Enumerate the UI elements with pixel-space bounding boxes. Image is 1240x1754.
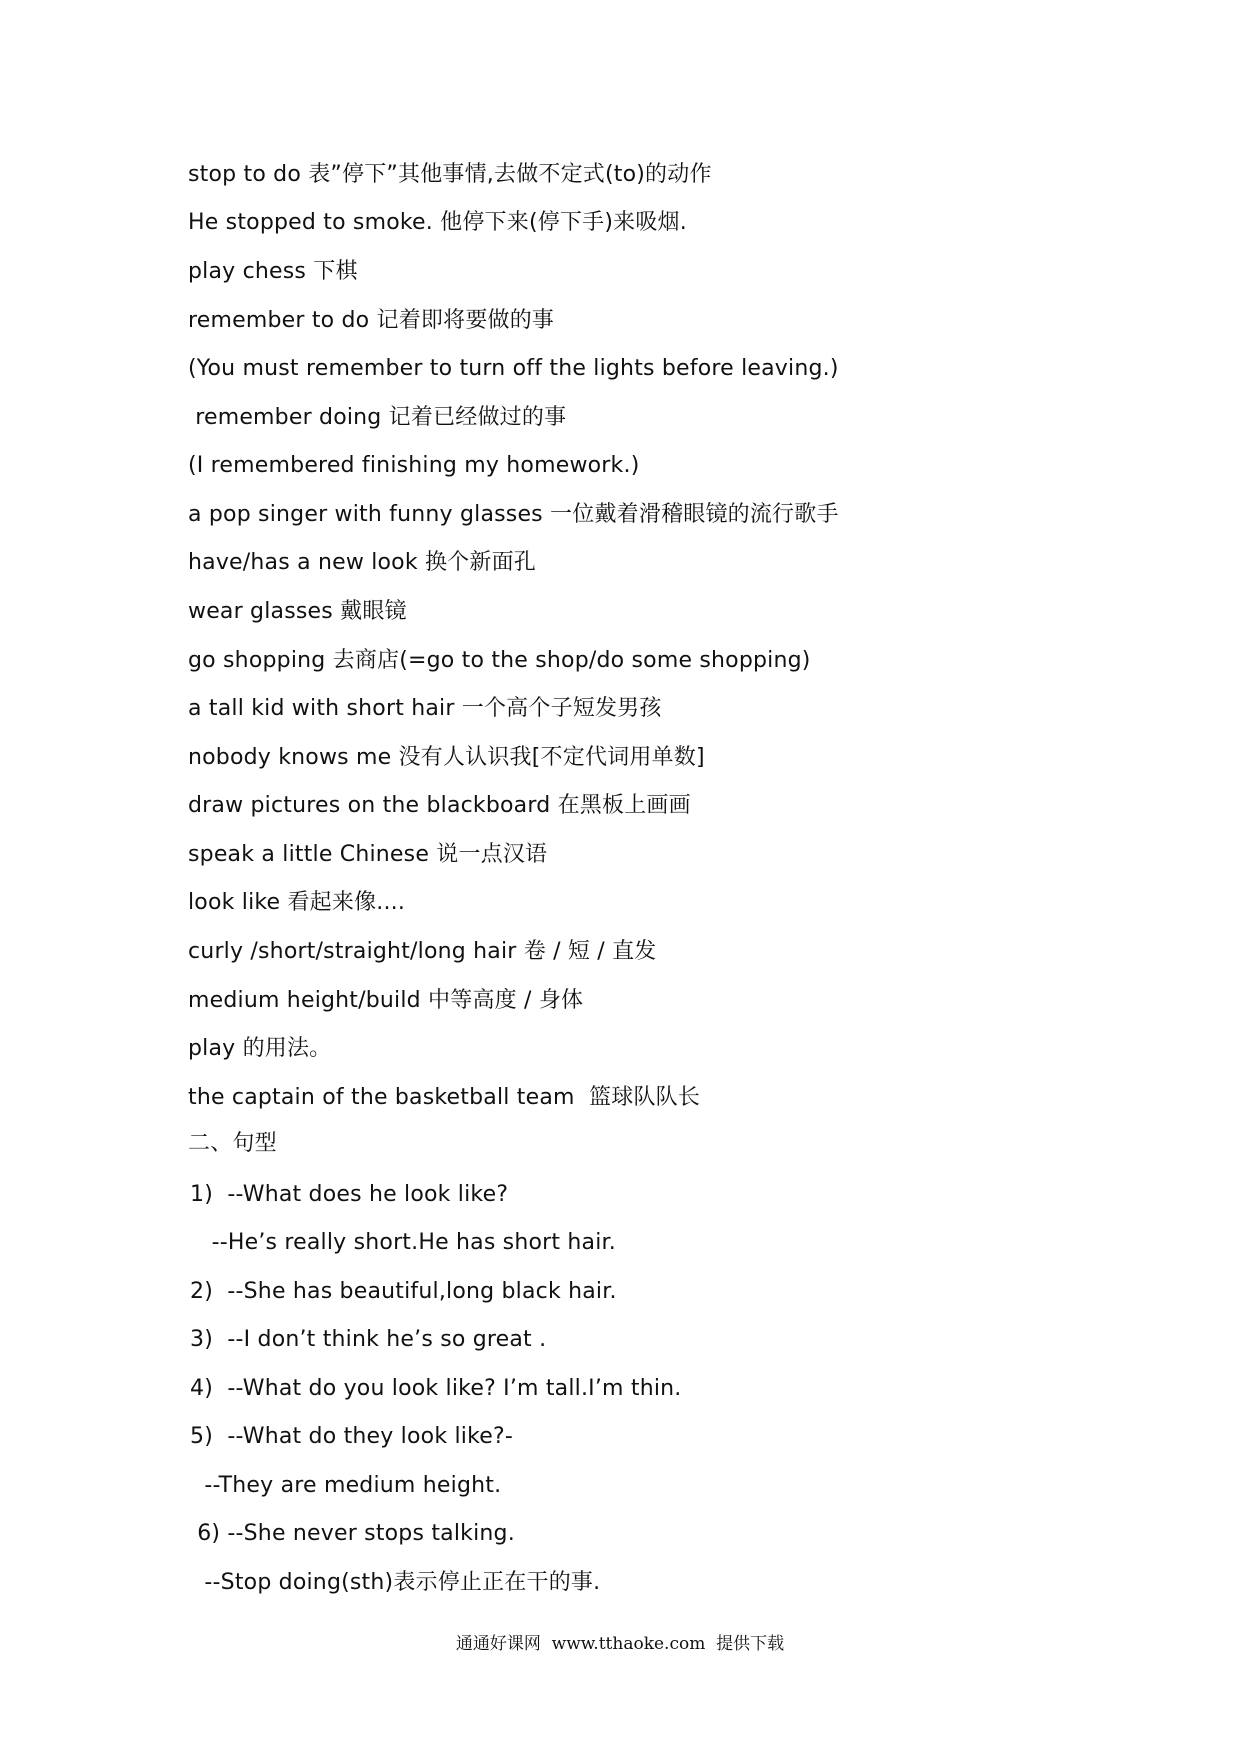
sentence-5-question: 5) --What do they look like?-: [190, 1424, 513, 1449]
vocab-line-play-usage: play 的用法。: [188, 1036, 332, 1061]
vocab-line-captain: the captain of the basketball team 篮球队队长: [188, 1085, 701, 1110]
sentence-6-note: --Stop doing(sth)表示停止正在干的事.: [190, 1570, 601, 1595]
vocab-line-go-shopping: go shopping 去商店(=go to the shop/do some shopping): [188, 648, 811, 673]
sentence-6-question: 6) --She never stops talking.: [190, 1521, 515, 1546]
vocab-line-medium-height: medium height/build 中等高度 / 身体: [188, 988, 584, 1013]
vocab-line-hair-types: curly /short/straight/long hair 卷 / 短 / 直发: [188, 939, 657, 964]
vocab-line-example-homework: (I remembered finishing my homework.): [188, 453, 640, 478]
vocab-line-draw-pictures: draw pictures on the blackboard 在黑板上画画: [188, 793, 691, 818]
sentence-1-question: 1) --What does he look like?: [190, 1182, 509, 1207]
vocab-line-look-like: look like 看起来像....: [188, 890, 406, 915]
sentence-1-answer: --He’s really short.He has short hair.: [190, 1230, 616, 1255]
vocab-line-nobody-knows: nobody knows me 没有人认识我[不定代词用单数]: [188, 745, 705, 770]
vocab-line-stop-to-do: stop to do 表”停下”其他事情,去做不定式(to)的动作: [188, 162, 712, 187]
vocab-line-example-lights: (You must remember to turn off the lights before leaving.): [188, 356, 839, 381]
vocab-line-remember-to-do: remember to do 记着即将要做的事: [188, 308, 555, 333]
vocab-line-remember-doing: remember doing 记着已经做过的事: [188, 405, 567, 430]
sentence-5-answer: --They are medium height.: [190, 1473, 502, 1498]
vocab-line-speak-chinese: speak a little Chinese 说一点汉语: [188, 842, 548, 867]
vocab-line-play-chess: play chess 下棋: [188, 259, 358, 284]
sentence-4: 4) --What do you look like? I’m tall.I’m thin.: [190, 1376, 682, 1401]
vocab-line-tall-kid: a tall kid with short hair 一个高个子短发男孩: [188, 696, 662, 721]
section-heading-sentence-patterns: 二、句型: [188, 1131, 277, 1156]
vocab-line-wear-glasses: wear glasses 戴眼镜: [188, 599, 407, 624]
vocab-line-pop-singer: a pop singer with funny glasses 一位戴着滑稽眼镜的流行歌手: [188, 502, 839, 527]
page-footer-source: 通通好课网 www.tthaoke.com 提供下载: [455, 1634, 785, 1654]
sentence-2: 2) --She has beautiful,long black hair.: [190, 1279, 617, 1304]
sentence-3: 3) --I don’t think he’s so great .: [190, 1327, 547, 1352]
vocab-line-stopped-to-smoke: He stopped to smoke. 他停下来(停下手)来吸烟.: [188, 210, 687, 235]
vocab-line-new-look: have/has a new look 换个新面孔: [188, 550, 536, 575]
